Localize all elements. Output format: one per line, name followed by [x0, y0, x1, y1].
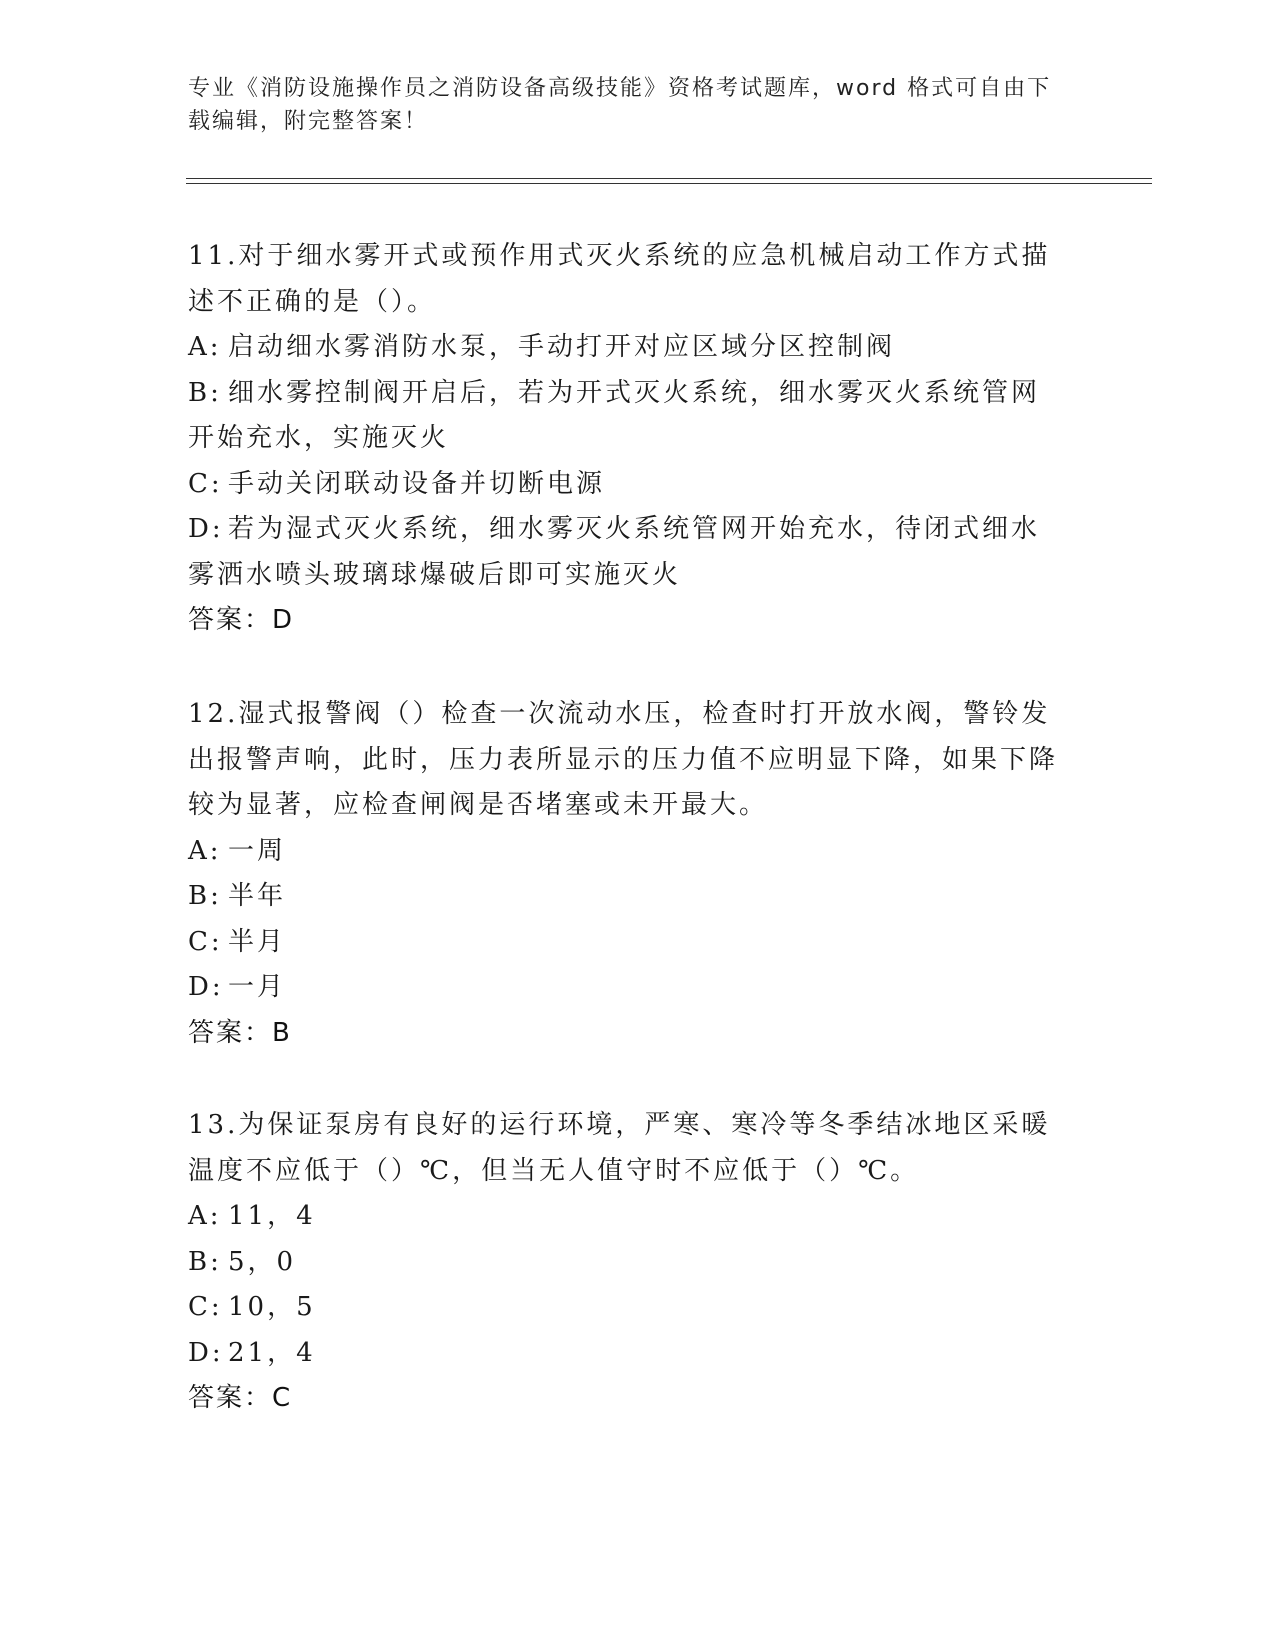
option-letter: D: — [188, 1337, 224, 1368]
question-13 — [188, 1103, 1068, 1422]
question-stem: 13.为保证泵房有良好的运行环境，严寒、寒冷等冬季结冰地区采暖温度不应低于（）℃，但当无人值守时不应低于（）℃。 — [188, 1110, 1051, 1186]
option-letter: C: — [188, 468, 223, 499]
header-divider-bottom — [186, 183, 1152, 184]
option-letter: B: — [188, 881, 222, 911]
option-text: 11，4 — [228, 1201, 316, 1231]
option-text: 细水雾控制阀开启后，若为开式灭火系统，细水雾灭火系统管网开始充水，实施灭火 — [188, 377, 1041, 453]
option-text: 10，5 — [228, 1292, 316, 1322]
option-letter: D: — [188, 972, 224, 1002]
option-letter: A: — [188, 332, 222, 362]
option-a — [188, 1194, 1068, 1240]
option-letter: A: — [188, 1201, 222, 1231]
document-header: 专业《消防设施操作员之消防设备高级技能》资格考试题库，word 格式可自由下载编辑，附完整答案！ — [188, 76, 1052, 134]
option-text: 半月 — [228, 926, 287, 957]
option-text: 若为湿式灭火系统，细水雾灭火系统管网开始充水，待闭式细水雾洒水喷头玻璃球爆破后即可实施灭火 — [188, 514, 1041, 590]
option-text: 一月 — [228, 972, 287, 1002]
answer: 答案：C — [188, 1383, 293, 1413]
option-letter: B: — [188, 377, 222, 408]
option-text: 半年 — [228, 881, 287, 911]
question-stem: 12.湿式报警阀（）检查一次流动水压，检查时打开放水阀，警铃发出报警声响，此时，压力表所显示的压力值不应明显下降，如果下降较为显著，应检查闸阀是否堵塞或未开最大。 — [188, 699, 1059, 820]
option-letter: C: — [188, 1292, 223, 1322]
option-c — [188, 462, 1068, 508]
option-text: 启动细水雾消防水泵，手动打开对应区域分区控制阀 — [228, 332, 896, 362]
option-text: 5，0 — [228, 1246, 297, 1277]
option-d — [188, 965, 1068, 1011]
option-b — [188, 371, 1068, 462]
header-divider-top — [186, 178, 1152, 179]
option-a — [188, 829, 1068, 875]
answer: 答案：D — [188, 605, 295, 635]
option-letter: B: — [188, 1246, 222, 1277]
answer: 答案：B — [188, 1017, 292, 1048]
option-d — [188, 1331, 1068, 1377]
option-text: 21，4 — [228, 1337, 316, 1368]
option-c — [188, 920, 1068, 966]
question-12 — [188, 692, 1068, 1056]
option-b — [188, 1240, 1068, 1286]
option-letter: A: — [188, 835, 222, 866]
option-d — [188, 507, 1068, 598]
question-11 — [188, 234, 1068, 644]
option-c — [188, 1285, 1068, 1331]
option-letter: C: — [188, 926, 223, 957]
question-stem: 11.对于细水雾开式或预作用式灭火系统的应急机械启动工作方式描述不正确的是（）。 — [188, 241, 1051, 317]
option-b — [188, 874, 1068, 920]
option-text: 手动关闭联动设备并切断电源 — [228, 468, 606, 499]
option-letter: D: — [188, 514, 224, 544]
option-a — [188, 325, 1068, 371]
option-text: 一周 — [228, 835, 287, 866]
